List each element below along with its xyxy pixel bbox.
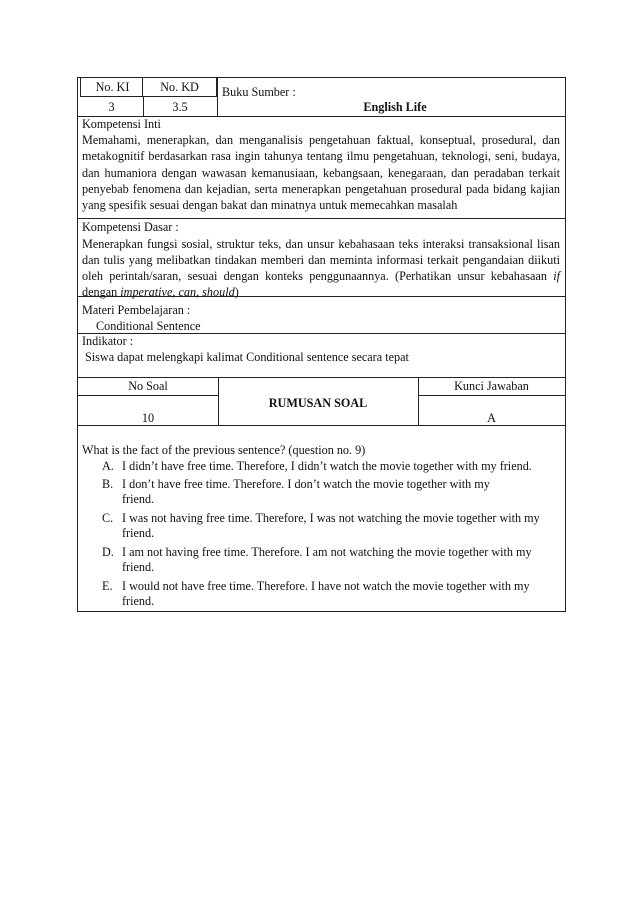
kd-should: should: [202, 285, 235, 299]
materi-value: Conditional Sentence: [96, 319, 201, 333]
kunci-jawaban-label: Kunci Jawaban: [454, 379, 529, 393]
no-ki-value: 3: [108, 100, 115, 114]
kompetensi-inti-label: Kompetensi Inti: [82, 117, 161, 131]
question-text: What is the fact of the previous sentence? (question no. 9): [82, 443, 366, 457]
kompetensi-dasar-body: Menerapkan fungsi sosial, struktur teks, dan unsur kebahasaan teks interaksi transaksional lisan dan tulis yang melibatkan tindakan memberi dan meminta informasi terkait pengandaian diikuti oleh perintah/saran, sesuai dengan konteks penggunaannya. (Perhatikan unsur kebahasaan: [82, 237, 560, 283]
answer-option: [102, 545, 562, 576]
divider: [78, 395, 218, 396]
kompetensi-dasar-label: Kompetensi Dasar :: [82, 220, 179, 234]
kd-can: can: [178, 285, 197, 299]
kompetensi-inti-text: Memahami, menerapkan, dan menganalisis pengetahuan faktual, konseptual, prosedural, dan metakognitif berdasarkan rasa ingin tahunya tentang ilmu pengetahuan, teknologi, seni, budaya, dan humaniora dengan wawasan kemanusiaan, kebangsaan, kenegaraan, dan peradaban terkait penyebab fenomena dan kejadian, serta menerapkan pengetahuan prosedural pada bidang kajian yang spesifik sesuai dengan bakat dan minatnya untuk memecahkan masalah: [82, 133, 560, 213]
option-letter: B.: [102, 476, 114, 491]
divider: [143, 97, 144, 116]
buku-sumber-value: English Life: [363, 100, 427, 114]
kunci-jawaban-value: A: [487, 411, 496, 425]
no-ki-label: No. KI: [95, 80, 130, 94]
option-text: I am not having free time. Therefore. I am not watching the movie together with my friend.: [122, 544, 532, 574]
option-letter: A.: [102, 459, 114, 473]
kd-dengan: dengan: [82, 285, 121, 299]
divider: [78, 333, 565, 334]
answer-option: [102, 477, 562, 508]
kd-comma: ,: [172, 285, 179, 299]
no-kd-value: 3.5: [172, 100, 188, 114]
no-soal-label: No Soal: [128, 379, 168, 393]
divider: [78, 377, 565, 378]
rumusan-soal-label: RUMUSAN SOAL: [268, 396, 368, 410]
buku-sumber-label: Buku Sumber :: [222, 85, 296, 99]
no-kd-label: No. KD: [160, 80, 199, 94]
divider: [78, 296, 565, 297]
option-text: I don’t have free time. Therefore. I don’t watch the movie together with my friend.: [122, 476, 490, 506]
kd-comma: ,: [196, 285, 203, 299]
option-letter: D.: [102, 544, 114, 559]
kompetensi-dasar-text: [82, 236, 560, 300]
divider: [217, 77, 218, 116]
answer-option: [102, 511, 562, 542]
materi-label: Materi Pembelajaran :: [82, 303, 191, 317]
option-text: I was not having free time. Therefore, I was not watching the movie together with my friend.: [122, 510, 540, 540]
indikator-label: Indikator :: [82, 334, 134, 348]
answer-option: [102, 459, 562, 475]
divider: [78, 218, 565, 219]
divider: [418, 395, 565, 396]
indikator-value: Siswa dapat melengkapi kalimat Conditional sentence secara tepat: [85, 350, 409, 364]
answer-option: [102, 579, 562, 610]
answer-options: [102, 459, 562, 612]
option-letter: E.: [102, 578, 113, 593]
option-text: I would not have free time. Therefore. I have not watch the movie together with my friend.: [122, 578, 530, 608]
no-soal-value: 10: [141, 411, 155, 425]
option-letter: C.: [102, 510, 114, 525]
kd-imperative: imperative: [120, 285, 173, 299]
kd-close: ): [234, 285, 239, 299]
kd-if-word: if: [553, 269, 560, 283]
option-text: I didn’t have free time. Therefore, I didn’t watch the movie together with my friend.: [122, 459, 532, 473]
